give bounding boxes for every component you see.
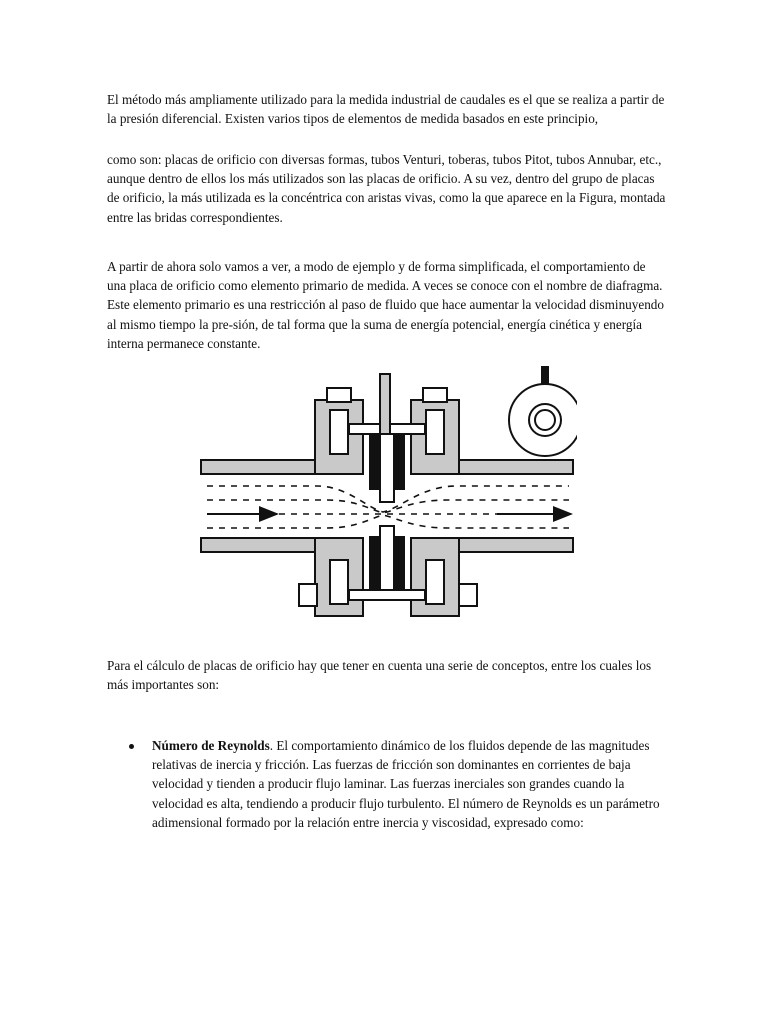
gasket-right-upper (395, 434, 405, 490)
bolt-head-left-upper (327, 388, 351, 402)
bolt-head-left-lower (299, 584, 317, 606)
bolt-slot-right-lower (426, 560, 444, 604)
bolt-slot-right-upper (426, 410, 444, 454)
pipe-wall-bottom-right (449, 538, 573, 552)
gasket-left-upper (369, 434, 379, 490)
pipe-wall-bottom-left (201, 538, 323, 552)
bullet-dot-icon (129, 744, 134, 749)
bolt-slot-left-lower (330, 560, 348, 604)
orifice-plate-lower (380, 526, 394, 590)
orifice-plate-tab (380, 374, 390, 434)
pipe-wall-top-right (449, 460, 573, 474)
pipe-wall-top-left (201, 460, 323, 474)
reynolds-description: . El comportamiento dinámico de los fluidos depende de las magnitudes relativas de inercia y fricción. Las fuerzas de fricción son dominantes en corrientes de baja velocidad y tienden a producir flujo laminar. Las fuerzas inerciales son grandes cuando la velocidad es alta, tendiendo a producir flujo turbulento. El número de Reynolds es un parámetro adimensional formado por la relación entre inercia y viscosidad, expresado como: (152, 738, 660, 830)
list-item-reynolds (107, 736, 667, 832)
gasket-right-lower (395, 536, 405, 590)
paragraph-orifice-behaviour: A partir de ahora solo vamos a ver, a modo de ejemplo y de forma simplificada, el comportamiento de una placa de orificio como elemento primario de medida. A veces se conoce con el nombre de diafragma. Este elemento primario es una restricción al paso de fluido que hace aumentar la velocidad disminuyendo al mismo tiempo la pre-sión, de tal forma que la suma de energía potencial, energía cinética y energía interna permanece constante. (107, 259, 664, 351)
orifice-plate-figure (197, 360, 577, 632)
concepts-list (107, 736, 667, 832)
paragraph-concepts: Para el cálculo de placas de orificio hay que tener en cuenta una serie de conceptos, entre los cuales los más importantes son: (107, 658, 652, 693)
orifice-plate-upper (380, 434, 394, 502)
paragraph-intro: El método más ampliamente utilizado para la medida industrial de caudales es el que se realiza a partir de la presión diferencial. Existen varios tipos de elementos de medida basados en este principio, (107, 92, 665, 127)
gasket-left-lower (369, 536, 379, 590)
bolt-slot-left-upper (330, 410, 348, 454)
bolt-head-right-lower (459, 584, 477, 606)
bolt-rod-lower (349, 590, 425, 600)
reynolds-term: Número de Reynolds (152, 738, 270, 753)
orifice-plate-diagram (197, 360, 577, 632)
paragraph-types: como son: placas de orificio con diversas formas, tubos Venturi, toberas, tubos Pitot, tubos Annubar, etc., aunque dentro de ellos los más utilizados son las placas de orificio. A su vez, dentro del grupo de placas de orificio, la más utilizada es la concéntrica con aristas vivas, como la que aparece en la Figura, montada entre las bridas correspondientes. (107, 152, 666, 225)
bolt-head-right-upper (423, 388, 447, 402)
orifice-plate-front-view (509, 366, 577, 456)
